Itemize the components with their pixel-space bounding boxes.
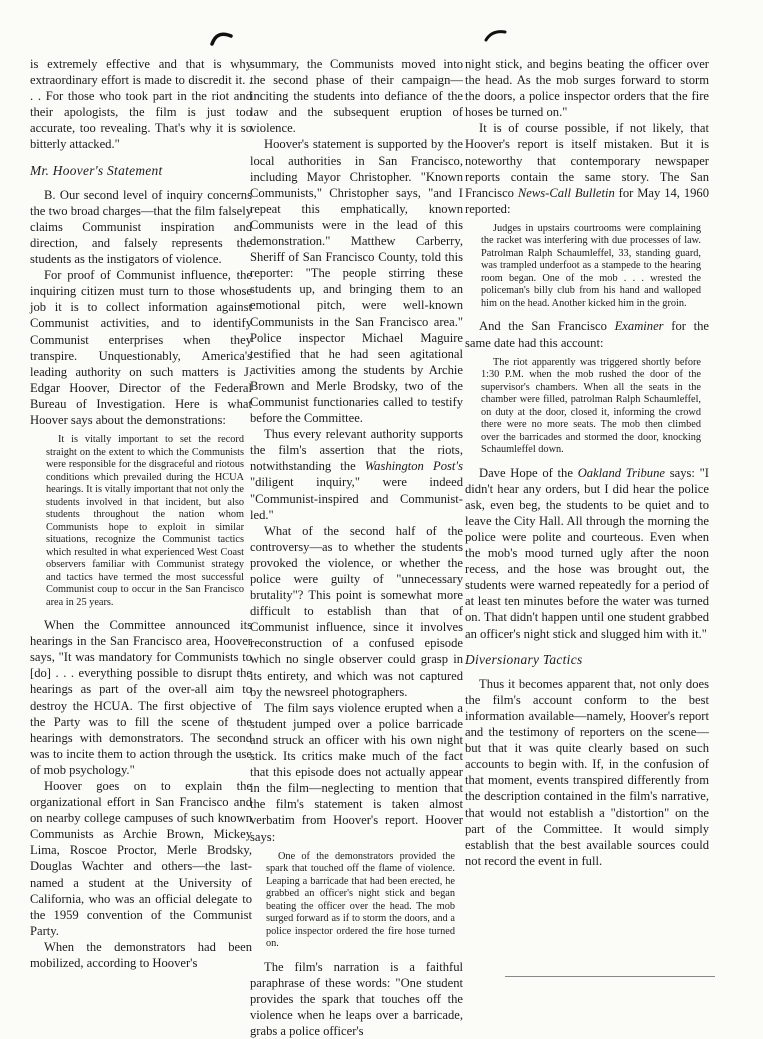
col1-paragraph-1: B. Our second level of inquiry concerns the two broad charges—that the film falsely claims Communist inspiration and direction, and falsely represents the students as the instigators of violence. (30, 187, 252, 267)
news-call-bulletin-quote: Judges in upstairs courtrooms were complaining the racket was interfering with due processes of law. Patrolman Ralph Schaumleffel, 33, standing guard, was trampled underfoot as a stampede to the hearing room began. One of the mob . . . wrested the policeman's billy club from his hand and walloped him on the head. Another kicked him in the groin. (481, 222, 701, 309)
col3-paragraph-4: Thus it becomes apparent that, not only does the film's account conform to the best information available—namely, Hoover's report and the testimony of reporters on the scene—but that it was quite clearly based on such accounts to begin with. If, in the confusion of that moment, events transpired differently from the description contained in the film's narrative, that would not establish a "distortion" on the part of the Committee. It would simply establish that the best available sources could not record the event in full. (465, 676, 709, 868)
col2-paragraph-5: The film's narration is a faithful paraphrase of these words: "One student provides the spark that touches off the violence when he leaps over a barricade, grabs a police officer's (250, 959, 463, 1038)
column-1 (30, 56, 252, 971)
heading-hoovers-statement: Mr. Hoover's Statement (30, 162, 163, 178)
col3-paragraph-1: It is of course possible, if not likely, that Hoover's report is itself mistaken. But it is noteworthy that contemporary newspaper reports contain the same story. The San Francisco News-Call Bulletin for May 14, 1960 reported: (465, 121, 710, 216)
col2-paragraph-1: Hoover's statement is supported by the local authorities in San Francisco, including Mayor Christopher. "Known Communists," Christopher says, "and I repeat this emphatically, known Communists were in the lead of this demonstration." Matthew Carberry, Sheriff of San Francisco County, told this reporter: "The people stirring these students up, and bringing them to an emotional pitch, were well-known Communists in the San Francisco area." Police inspector Michael Maguire testified that he had seen agitational activities among the students by Archie Brown and Merle Brodsky, two of the Communist functionaries called to testify before the Committee. (250, 137, 463, 426)
col2-paragraph-3: What of the second half of the controversy—as to whether the students provoked the violence, or whether the police were guilty of "unnecessary brutality"? This point is somewhat more difficult to establish than that of Communist influence, since it involves reconstruction of a confused episode which no single observer could grasp in its entirety, and which was not captured by the newsreel photographers. (250, 523, 463, 699)
col1-paragraph-2: For proof of Communist influence, the inquiring citizen must turn to those whose job it is to collect information against Communist activities, and to identify Communist enterprises when they transpire. Unquestionably, America's leading authority on such matters is J. Edgar Hoover, Director of the Federal Bureau of Investigation. Here is what Hoover says about the demonstrations: (30, 268, 252, 427)
col1-continued-paragraph: is extremely effective and that is why extraordinary effort is made to discredit it. . . . For those who took part in the riot and their apologists, the film is just too accurate, too revealing. That's why it is so bitterly attacked." (30, 57, 252, 152)
heading-diversionary-tactics: Diversionary Tactics (465, 651, 583, 667)
col1-paragraph-3: When the Committee announced its hearings in the San Francisco area, Hoover says, "It was mandatory for Communists to [do] . . . everything possible to disrupt the hearings as part of the over-all aim to destroy the HCUA. The first objective of the Party was to fill the scene of the hearings with demonstrators. The second was to incite them to action through the use of mob psychology." (30, 618, 252, 777)
hoover-quote-1: It is vitally important to set the record straight on the extent to which the Communists were responsible for the disgraceful and riotous conditions which prevailed during the HCUA hearings. It is vitally important that not only the students involved in that incident, but also students throughout the nation whom Communists hope to exploit in similar situations, recognize the Communist tactics which resulted in what experienced West Coast observers familiar with Communist strategy and tactics have termed the most successful Communist coup to occur in the San Francisco area in 25 years. (46, 434, 244, 608)
col3-continued-paragraph: night stick, and begins beating the officer over the head. As the mob surges forward to storm the doors, a police inspector orders that the fire hoses be turned on." (465, 57, 709, 120)
col2-paragraph-4: The film says violence erupted when a student jumped over a police barricade and struck an officer with his own night stick. Its critics make much of the fact that this episode does not actually appear in the film—neglecting to mention that the film's statement is taken almost verbatim from Hoover's report. Hoover says: (250, 700, 463, 844)
col1-paragraph-5: When the demonstrators had been mobilized, according to Hoover's (30, 939, 252, 971)
binder-mark-right-icon (483, 28, 509, 44)
bottom-divider (505, 976, 715, 977)
col1-paragraph-4: Hoover goes on to explain the organizational effort in San Francisco and on nearby college campuses of such known Communists as Archie Brown, Mickey Lima, Roscoe Proctor, Merle Brodsky, Douglas Wachter and others—the last-named a student at the University of California, who was an official delegate to the 1959 convention of the Communist Party. (30, 779, 252, 938)
examiner-quote: The riot apparently was triggered shortly before 1:30 P.M. when the mob rushed the door of the supervisor's chambers. When all the seats in the chamber were filled, patrolman Ralph Schaumleffel, on duty at the door, closed it, informing the crowd there were no more seats. The mob then climbed over the barricades and stormed the door, knocking Schaumleffel down. (481, 356, 701, 456)
column-3 (465, 56, 709, 869)
hoover-quote-2: One of the demonstrators provided the spark that touched off the flame of violence. Leaping a barricade that had been erected, he grabbed an officer's night stick and began beating the officer over the head. The mob surged forward as if to storm the doors, and a police inspector ordered the fire hose turned on. (266, 850, 455, 950)
binder-mark-left-icon (209, 28, 235, 48)
col2-continued-paragraph: summary, the Communists moved into the second phase of their campaign—inciting the students into defiance of the law and the subsequent eruption of violence. (250, 57, 463, 136)
col2-paragraph-2: Thus every relevant authority supports the film's assertion that the riots, notwithstanding the Washington Post's "diligent inquiry," were indeed "Communist-inspired and Communist-led." (250, 427, 463, 522)
col3-paragraph-3: Dave Hope of the Oakland Tribune says: "I didn't hear any orders, but I did hear the police ask, even beg, the students to be quiet and to leave the City Hall. All through the morning the police were polite and courteous. Even when the mob's mood turned ugly after the noon recess, and the hose was brought out, the students were warned repeatedly for a period of at least ten minutes before the water was turned on. That didn't happen until one student grabbed an officer's night stick and slugged him with it." (465, 465, 709, 641)
column-2 (250, 56, 463, 1039)
col3-paragraph-2: And the San Francisco Examiner for the same date had this account: (465, 319, 709, 350)
